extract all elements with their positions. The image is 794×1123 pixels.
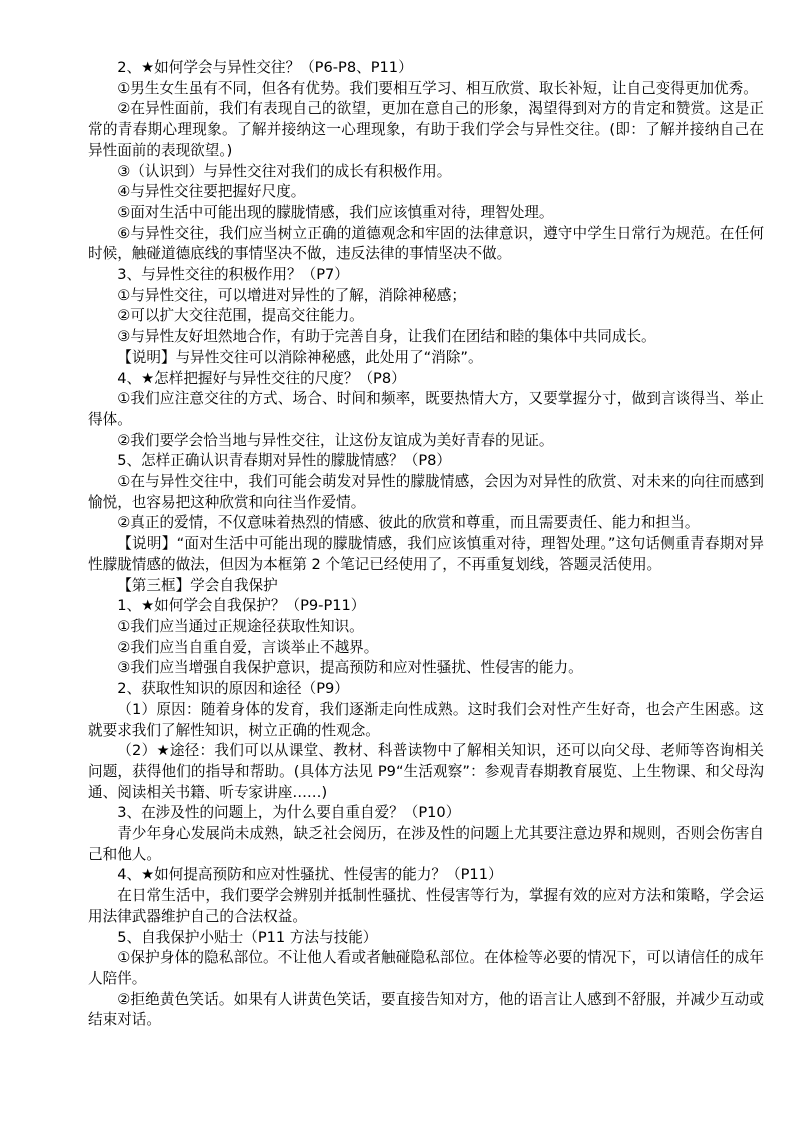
paragraph: （1）原因：随着身体的发育，我们逐渐走向性成熟。这时我们会对性产生好奇，也会产生困惑。这就要求我们了解性知识，树立正确的性观念。	[88, 700, 764, 739]
paragraph: ①在与异性交往中，我们可能会萌发对异性的朦胧情感，会因为对异性的欣赏、对未来的向往而感到愉悦，也容易把这种欣赏和向往当作爱情。	[88, 473, 764, 511]
paragraph: 在日常生活中，我们要学会辨别并抵制性骚扰、性侵害等行为，掌握有效的应对方法和策略，学会运用法律武器维护自己的合法权益。	[88, 887, 764, 925]
heading-5: 5、自我保护小贴士（P11 方法与技能）	[117, 928, 378, 946]
paragraph: ①男生女生虽有不同，但各有优势。我们要相互学习、相互欣赏、取长补短，让自己变得更加优秀。	[117, 79, 758, 97]
section-heading: 【第三框】学会自我保护	[117, 576, 278, 594]
heading-2: 2、获取性知识的原因和途径（P9）	[117, 680, 349, 698]
paragraph: ②我们要学会恰当地与异性交往，让这份友谊成为美好青春的见证。	[117, 431, 554, 449]
paragraph: ③与异性友好坦然地合作，有助于完善自身，让我们在团结和睦的集体中共同成长。	[117, 328, 656, 346]
heading-4: 4、★怎样把握好与异性交往的尺度？（P8）	[117, 369, 406, 387]
heading-4: 4、★如何提高预防和应对性骚扰、性侵害的能力？（P11）	[117, 866, 503, 884]
paragraph: ⑤面对生活中可能出现的朦胧情感，我们应该慎重对待，理智处理。	[117, 203, 554, 221]
paragraph: （2）★途径：我们可以从课堂、教材、科普读物中了解相关知识，还可以向父母、老师等咨询相关问题，获得他们的指导和帮助。(具体方法见 P9“生活观察”：参观青春期教育展览、上生物课、和父母沟通、阅读相关书籍、听专家讲座……)	[88, 742, 764, 801]
note: 【说明】“面对生活中可能出现的朦胧情感，我们应该慎重对待，理智处理。”这句话侧重青春期对异性朦胧情感的做法，但因为本框第 2 个笔记已经使用了，不再重复划线，答题灵活使用。	[88, 535, 764, 573]
heading-2: 2、★如何学会与异性交往？（P6-P8、P11）	[117, 59, 413, 76]
paragraph: ②我们应当自重自爱，言谈举止不越界。	[117, 638, 379, 656]
paragraph: 青少年身心发展尚未成熟，缺乏社会阅历，在涉及性的问题上尤其要注意边界和规则，否则会伤害自己和他人。	[88, 825, 764, 863]
heading-3: 3、在涉及性的问题上，为什么要自重自爱？（P10）	[117, 804, 461, 822]
heading-5: 5、怎样正确认识青春期对异性的朦胧情感？（P8）	[117, 452, 452, 470]
paragraph: ①保护身体的隐私部位。不让他人看或者触碰隐私部位。在体检等必要的情况下，可以请信任的成年人陪伴。	[88, 949, 764, 987]
paragraph: ①我们应注意交往的方式、场合、时间和频率，既要热情大方，又要掌握分寸，做到言谈得当、举止得体。	[88, 390, 764, 428]
paragraph: ②真正的爱情，不仅意味着热烈的情感、彼此的欣赏和尊重，而且需要责任、能力和担当。	[117, 514, 700, 532]
heading-1: 1、★如何学会自我保护？（P9-P11）	[117, 597, 366, 615]
paragraph: ②在异性面前，我们有表现自己的欲望，更加在意自己的形象，渴望得到对方的肯定和赞赏。这是正常的青春期心理现象。了解并接纳这一心理现象，有助于我们学会与异性交往。(即：了解并接纳自己在异性面前的表现欲望。)	[88, 100, 764, 159]
paragraph: ①我们应当通过正规途径获取性知识。	[117, 617, 364, 635]
paragraph: ③（认识到）与异性交往对我们的成长有积极作用。	[117, 162, 452, 180]
heading-3: 3、与异性交往的积极作用？（P7）	[117, 266, 349, 284]
paragraph: ②可以扩大交往范围，提高交往能力。	[117, 307, 364, 325]
paragraph: ②拒绝黄色笑话。如果有人讲黄色笑话，要直接告知对方，他的语言让人感到不舒服，并减少互动或结束对话。	[88, 990, 764, 1029]
paragraph: ③我们应当增强自我保护意识，提高预防和应对性骚扰、性侵害的能力。	[117, 659, 583, 677]
paragraph: ④与异性交往要把握好尺度。	[117, 183, 306, 201]
paragraph: ①与异性交往，可以增进对异性的了解，消除神秘感；	[117, 286, 466, 304]
note: 【说明】与异性交往可以消除神秘感，此处用了“消除”。	[117, 348, 483, 366]
document-body	[88, 58, 764, 1031]
paragraph: ⑥与异性交往，我们应当树立正确的道德观念和牢固的法律意识，遵守中学生日常行为规范。在任何时候，触碰道德底线的事情坚决不做，违反法律的事情坚决不做。	[88, 224, 764, 263]
